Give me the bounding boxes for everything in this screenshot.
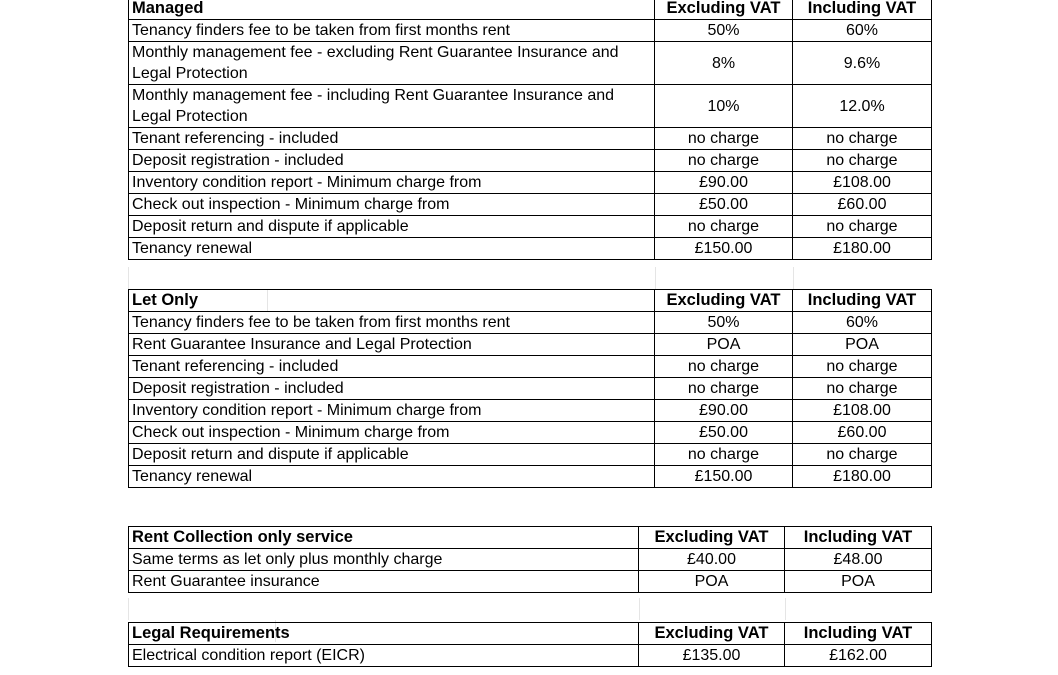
column-header-including-vat: Including VAT bbox=[793, 290, 932, 312]
table-header-row bbox=[129, 527, 932, 549]
table-row bbox=[129, 466, 932, 488]
fee-including-vat: POA bbox=[793, 334, 932, 356]
column-header-including-vat: Including VAT bbox=[785, 623, 932, 645]
section-title: Let Only bbox=[129, 290, 655, 312]
fee-including-vat: 12.0% bbox=[793, 85, 932, 128]
fee-including-vat: no charge bbox=[793, 150, 932, 172]
table-row bbox=[129, 20, 932, 42]
fee-including-vat: no charge bbox=[793, 444, 932, 466]
fee-including-vat: £180.00 bbox=[793, 238, 932, 260]
fee-description: Deposit registration - included bbox=[129, 150, 655, 172]
fee-excluding-vat: £90.00 bbox=[655, 172, 793, 194]
fee-including-vat: £162.00 bbox=[785, 645, 932, 667]
table-row bbox=[129, 422, 932, 444]
table-row bbox=[129, 85, 932, 128]
table-header-row bbox=[129, 0, 932, 20]
fee-including-vat: 9.6% bbox=[793, 42, 932, 85]
fee-description: Check out inspection - Minimum charge from bbox=[129, 422, 655, 444]
table-row bbox=[129, 172, 932, 194]
fee-excluding-vat: £50.00 bbox=[655, 194, 793, 216]
table-header-row bbox=[129, 623, 932, 645]
managed-table bbox=[128, 0, 932, 260]
fee-including-vat: £180.00 bbox=[793, 466, 932, 488]
fee-including-vat: £60.00 bbox=[793, 194, 932, 216]
fee-excluding-vat: 8% bbox=[655, 42, 793, 85]
fee-excluding-vat: POA bbox=[639, 571, 785, 593]
fee-description: Same terms as let only plus monthly charge bbox=[129, 549, 639, 571]
table-row bbox=[129, 645, 932, 667]
fee-description: Tenancy renewal bbox=[129, 466, 655, 488]
fee-excluding-vat: no charge bbox=[655, 444, 793, 466]
fee-description: Inventory condition report - Minimum charge from bbox=[129, 400, 655, 422]
table-row bbox=[129, 128, 932, 150]
table-row bbox=[129, 42, 932, 85]
fee-including-vat: POA bbox=[785, 571, 932, 593]
table-row bbox=[129, 400, 932, 422]
let-only-table bbox=[128, 289, 932, 488]
fee-description: Tenant referencing - included bbox=[129, 128, 655, 150]
fee-description: Check out inspection - Minimum charge from bbox=[129, 194, 655, 216]
fee-including-vat: 60% bbox=[793, 20, 932, 42]
spreadsheet-gap bbox=[128, 267, 932, 289]
fee-including-vat: £60.00 bbox=[793, 422, 932, 444]
section-title: Legal Requirements bbox=[129, 623, 639, 645]
fee-including-vat: £108.00 bbox=[793, 172, 932, 194]
fee-including-vat: 60% bbox=[793, 312, 932, 334]
fee-excluding-vat: £150.00 bbox=[655, 466, 793, 488]
fee-description: Monthly management fee - excluding Rent Guarantee Insurance and Legal Protection bbox=[129, 42, 655, 85]
fee-excluding-vat: no charge bbox=[655, 128, 793, 150]
fee-excluding-vat: £90.00 bbox=[655, 400, 793, 422]
fee-excluding-vat: no charge bbox=[655, 216, 793, 238]
fee-excluding-vat: £50.00 bbox=[655, 422, 793, 444]
fee-excluding-vat: no charge bbox=[655, 378, 793, 400]
fee-excluding-vat: POA bbox=[655, 334, 793, 356]
column-header-including-vat: Including VAT bbox=[785, 527, 932, 549]
fee-description: Deposit registration - included bbox=[129, 378, 655, 400]
table-row bbox=[129, 334, 932, 356]
table-row bbox=[129, 571, 932, 593]
fee-description: Rent Guarantee Insurance and Legal Protection bbox=[129, 334, 655, 356]
fee-including-vat: £108.00 bbox=[793, 400, 932, 422]
fee-description: Tenancy renewal bbox=[129, 238, 655, 260]
fee-excluding-vat: 50% bbox=[655, 312, 793, 334]
table-row bbox=[129, 312, 932, 334]
fee-description: Deposit return and dispute if applicable bbox=[129, 444, 655, 466]
column-header-excluding-vat: Excluding VAT bbox=[655, 290, 793, 312]
rent-collection-table bbox=[128, 526, 932, 593]
table-row bbox=[129, 378, 932, 400]
fee-excluding-vat: 10% bbox=[655, 85, 793, 128]
fee-description: Tenancy finders fee to be taken from first months rent bbox=[129, 312, 655, 334]
fee-excluding-vat: £40.00 bbox=[639, 549, 785, 571]
spreadsheet-gap bbox=[128, 598, 932, 620]
section-title: Managed bbox=[129, 0, 655, 20]
fee-including-vat: no charge bbox=[793, 378, 932, 400]
column-header-excluding-vat: Excluding VAT bbox=[639, 623, 785, 645]
column-header-including-vat: Including VAT bbox=[793, 0, 932, 20]
fee-including-vat: £48.00 bbox=[785, 549, 932, 571]
legal-requirements-table bbox=[128, 622, 932, 667]
fee-description: Inventory condition report - Minimum charge from bbox=[129, 172, 655, 194]
table-row bbox=[129, 549, 932, 571]
fee-description: Monthly management fee - including Rent Guarantee Insurance and Legal Protection bbox=[129, 85, 655, 128]
fee-excluding-vat: no charge bbox=[655, 356, 793, 378]
fee-including-vat: no charge bbox=[793, 128, 932, 150]
table-row bbox=[129, 216, 932, 238]
fee-description: Rent Guarantee insurance bbox=[129, 571, 639, 593]
section-title: Rent Collection only service bbox=[129, 527, 639, 549]
fee-excluding-vat: £135.00 bbox=[639, 645, 785, 667]
fee-description: Electrical condition report (EICR) bbox=[129, 645, 639, 667]
table-row bbox=[129, 444, 932, 466]
fee-description: Tenancy finders fee to be taken from first months rent bbox=[129, 20, 655, 42]
table-row bbox=[129, 150, 932, 172]
fee-excluding-vat: no charge bbox=[655, 150, 793, 172]
fee-including-vat: no charge bbox=[793, 356, 932, 378]
column-header-excluding-vat: Excluding VAT bbox=[655, 0, 793, 20]
fee-including-vat: no charge bbox=[793, 216, 932, 238]
column-header-excluding-vat: Excluding VAT bbox=[639, 527, 785, 549]
table-row bbox=[129, 194, 932, 216]
fee-description: Tenant referencing - included bbox=[129, 356, 655, 378]
fee-description: Deposit return and dispute if applicable bbox=[129, 216, 655, 238]
fee-excluding-vat: 50% bbox=[655, 20, 793, 42]
fee-excluding-vat: £150.00 bbox=[655, 238, 793, 260]
table-header-row bbox=[129, 290, 932, 312]
table-row bbox=[129, 356, 932, 378]
table-row bbox=[129, 238, 932, 260]
